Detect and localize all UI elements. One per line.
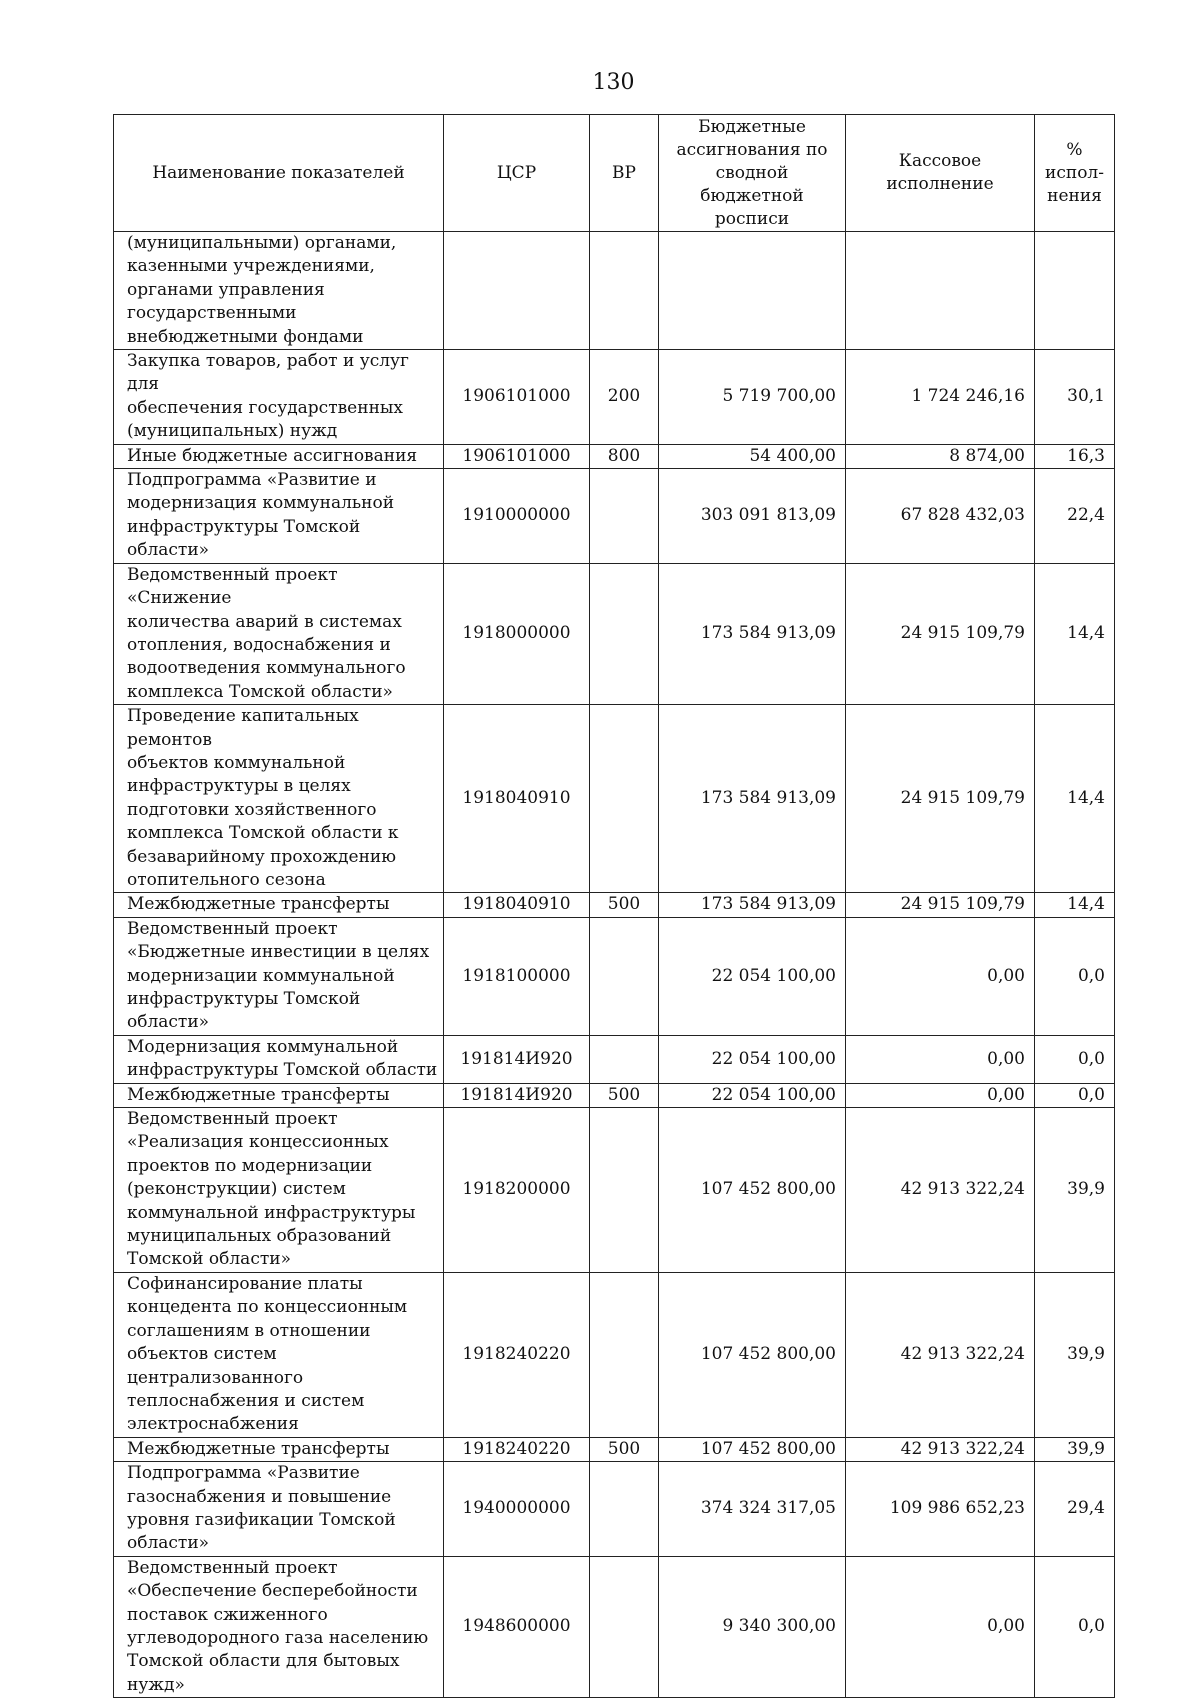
header-pct: % испол- нения	[1035, 115, 1115, 232]
table-row	[114, 917, 1115, 1035]
row-cash: 0,00	[846, 917, 1035, 1035]
table-row	[114, 1035, 1115, 1083]
row-cash: 8 874,00	[846, 444, 1035, 468]
row-csr: 1940000000	[444, 1462, 590, 1557]
row-budget: 173 584 913,09	[659, 563, 846, 704]
row-name: Ведомственный проект «Снижение количества аварий в системах отопления, водоснабжения и водоотведения коммунального комплекса Томской области»	[114, 563, 444, 704]
table-row	[114, 1462, 1115, 1557]
page-number: 130	[592, 70, 635, 95]
row-name: Подпрограмма «Развитие и модернизация коммунальной инфраструктуры Томской области»	[114, 469, 444, 564]
row-pct: 22,4	[1035, 469, 1115, 564]
row-cash: 42 913 322,24	[846, 1437, 1035, 1461]
row-pct	[1035, 232, 1115, 350]
row-name: Ведомственный проект «Обеспечение бесперебойности поставок сжиженного углеводородного газа населению Томской области для бытовых нужд»	[114, 1556, 444, 1697]
table-row	[114, 1083, 1115, 1107]
table-row	[114, 469, 1115, 564]
table-row	[114, 444, 1115, 468]
row-pct: 30,1	[1035, 350, 1115, 445]
row-cash: 42 913 322,24	[846, 1108, 1035, 1273]
row-csr: 1948600000	[444, 1556, 590, 1697]
row-csr: 1918200000	[444, 1108, 590, 1273]
row-csr	[444, 232, 590, 350]
row-cash: 0,00	[846, 1035, 1035, 1083]
row-budget: 173 584 913,09	[659, 705, 846, 893]
row-budget: 374 324 317,05	[659, 1462, 846, 1557]
table-row	[114, 705, 1115, 893]
row-vr	[590, 1556, 659, 1697]
row-vr	[590, 563, 659, 704]
row-vr	[590, 917, 659, 1035]
row-vr	[590, 705, 659, 893]
row-name: Проведение капитальных ремонтов объектов коммунальной инфраструктуры в целях подготовки хозяйственного комплекса Томской области к безаварийному прохождению отопительного сезона	[114, 705, 444, 893]
row-name: (муниципальными) органами, казенными учреждениями, органами управления государственными внебюджетными фондами	[114, 232, 444, 350]
row-budget: 22 054 100,00	[659, 917, 846, 1035]
table-row	[114, 1108, 1115, 1273]
row-name: Межбюджетные трансферты	[114, 1437, 444, 1461]
row-name: Межбюджетные трансферты	[114, 893, 444, 917]
row-cash: 24 915 109,79	[846, 563, 1035, 704]
row-csr: 1906101000	[444, 350, 590, 445]
row-pct: 0,0	[1035, 917, 1115, 1035]
row-cash: 67 828 432,03	[846, 469, 1035, 564]
row-csr: 191814И920	[444, 1083, 590, 1107]
row-cash: 24 915 109,79	[846, 705, 1035, 893]
table-body	[114, 232, 1115, 1698]
row-csr: 1918240220	[444, 1437, 590, 1461]
row-budget: 22 054 100,00	[659, 1083, 846, 1107]
row-pct: 0,0	[1035, 1083, 1115, 1107]
row-pct: 14,4	[1035, 563, 1115, 704]
row-csr: 1910000000	[444, 469, 590, 564]
row-pct: 14,4	[1035, 893, 1115, 917]
row-budget: 107 452 800,00	[659, 1437, 846, 1461]
row-csr: 1918240220	[444, 1272, 590, 1437]
table-row	[114, 1556, 1115, 1697]
row-name: Ведомственный проект «Реализация концессионных проектов по модернизации (реконструкции) систем коммунальной инфраструктуры муниципальных образований Томской области»	[114, 1108, 444, 1273]
header-vr: ВР	[590, 115, 659, 232]
row-vr	[590, 469, 659, 564]
row-name: Иные бюджетные ассигнования	[114, 444, 444, 468]
row-pct: 39,9	[1035, 1437, 1115, 1461]
row-vr: 800	[590, 444, 659, 468]
budget-execution-table	[113, 114, 1115, 1698]
row-vr: 500	[590, 893, 659, 917]
row-csr: 1918000000	[444, 563, 590, 704]
row-pct: 0,0	[1035, 1556, 1115, 1697]
row-vr	[590, 1035, 659, 1083]
row-budget: 22 054 100,00	[659, 1035, 846, 1083]
row-pct: 14,4	[1035, 705, 1115, 893]
row-budget	[659, 232, 846, 350]
header-name: Наименование показателей	[114, 115, 444, 232]
row-csr: 1906101000	[444, 444, 590, 468]
row-csr: 1918040910	[444, 705, 590, 893]
row-pct: 39,9	[1035, 1272, 1115, 1437]
table-row	[114, 1437, 1115, 1461]
row-budget: 107 452 800,00	[659, 1108, 846, 1273]
header-csr: ЦСР	[444, 115, 590, 232]
row-name: Закупка товаров, работ и услуг для обеспечения государственных (муниципальных) нужд	[114, 350, 444, 445]
row-cash: 109 986 652,23	[846, 1462, 1035, 1557]
row-vr: 200	[590, 350, 659, 445]
table-row	[114, 893, 1115, 917]
row-vr	[590, 232, 659, 350]
row-cash: 42 913 322,24	[846, 1272, 1035, 1437]
row-pct: 29,4	[1035, 1462, 1115, 1557]
table-row	[114, 563, 1115, 704]
table-row	[114, 232, 1115, 350]
row-name: Подпрограмма «Развитие газоснабжения и повышение уровня газификации Томской области»	[114, 1462, 444, 1557]
row-budget: 9 340 300,00	[659, 1556, 846, 1697]
row-budget: 303 091 813,09	[659, 469, 846, 564]
row-name: Ведомственный проект «Бюджетные инвестиции в целях модернизации коммунальной инфраструктуры Томской области»	[114, 917, 444, 1035]
row-vr	[590, 1108, 659, 1273]
table-row	[114, 1272, 1115, 1437]
row-pct: 0,0	[1035, 1035, 1115, 1083]
row-pct: 39,9	[1035, 1108, 1115, 1273]
row-cash: 0,00	[846, 1083, 1035, 1107]
row-vr	[590, 1272, 659, 1437]
row-cash: 0,00	[846, 1556, 1035, 1697]
row-budget: 173 584 913,09	[659, 893, 846, 917]
row-cash	[846, 232, 1035, 350]
row-name: Модернизация коммунальной инфраструктуры Томской области	[114, 1035, 444, 1083]
row-name: Межбюджетные трансферты	[114, 1083, 444, 1107]
table-row	[114, 350, 1115, 445]
row-csr: 1918100000	[444, 917, 590, 1035]
row-name: Софинансирование платы концедента по концессионным соглашениям в отношении объектов систем централизованного теплоснабжения и систем электроснабжения	[114, 1272, 444, 1437]
row-pct: 16,3	[1035, 444, 1115, 468]
row-vr	[590, 1462, 659, 1557]
row-csr: 191814И920	[444, 1035, 590, 1083]
row-vr: 500	[590, 1437, 659, 1461]
header-budget: Бюджетные ассигнования по сводной бюджетной росписи	[659, 115, 846, 232]
row-vr: 500	[590, 1083, 659, 1107]
row-budget: 5 719 700,00	[659, 350, 846, 445]
row-csr: 1918040910	[444, 893, 590, 917]
row-cash: 24 915 109,79	[846, 893, 1035, 917]
row-budget: 107 452 800,00	[659, 1272, 846, 1437]
table-header-row	[114, 115, 1115, 232]
header-cash: Кассовое исполнение	[846, 115, 1035, 232]
row-cash: 1 724 246,16	[846, 350, 1035, 445]
row-budget: 54 400,00	[659, 444, 846, 468]
